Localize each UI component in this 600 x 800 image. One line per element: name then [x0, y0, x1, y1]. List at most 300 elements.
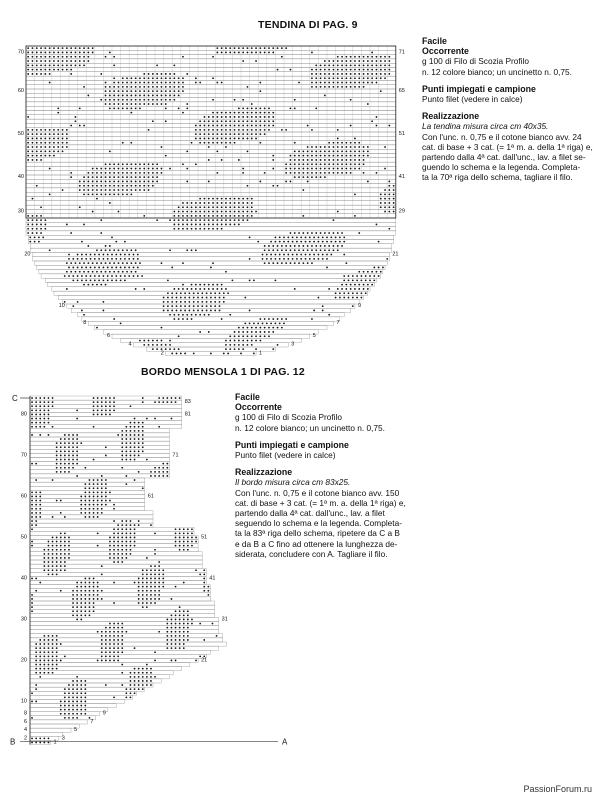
stitch-dot [234, 47, 236, 49]
stitch-dot [100, 271, 102, 273]
stitch-dot [330, 254, 332, 256]
stitch-dot [247, 138, 249, 140]
stitch-dot [199, 284, 201, 286]
stitch-dot [187, 635, 189, 637]
stitch-dot [251, 344, 253, 346]
instruction-line: cat. di base + 3 cat. (= 1ª m. a. della 1ª riga) e, [235, 497, 406, 508]
stitch-dot [98, 279, 100, 281]
stitch-dot [313, 310, 315, 312]
stitch-dot [247, 129, 249, 131]
stitch-dot [311, 129, 313, 131]
stitch-dot [100, 168, 102, 170]
stitch-dot [27, 142, 29, 144]
stitch-dot [206, 297, 208, 299]
stitch-dot [83, 125, 85, 127]
stitch-dot [152, 73, 154, 75]
row-label-right: 81 [184, 411, 191, 418]
stitch-dot [36, 69, 38, 71]
stitch-dot [305, 241, 307, 243]
stitch-dot [80, 500, 82, 502]
stitch-dot [105, 651, 107, 653]
stitch-dot [376, 60, 378, 62]
stitch-dot [320, 64, 322, 66]
stitch-dot [311, 150, 313, 152]
stitch-dot [320, 86, 322, 88]
stitch-dot [156, 181, 158, 183]
stitch-dot [27, 47, 29, 49]
stitch-dot [143, 95, 145, 97]
row-label-left: 60 [17, 88, 24, 94]
stitch-dot [148, 73, 150, 75]
stitch-dot [49, 142, 51, 144]
stitch-dot [62, 47, 64, 49]
stitch-dot [216, 129, 218, 131]
stitch-dot [341, 82, 343, 84]
stitch-dot [296, 241, 298, 243]
stitch-dot [234, 206, 236, 208]
stitch-dot [171, 301, 173, 303]
stitch-dot [48, 397, 50, 399]
stitch-dot [139, 189, 141, 191]
stitch-dot [143, 99, 145, 101]
stitch-dot [197, 305, 199, 307]
stitch-dot [142, 426, 144, 428]
grid-row [26, 184, 396, 188]
stitch-dot [333, 64, 335, 66]
stitch-dot [143, 181, 145, 183]
stitch-dot [298, 155, 300, 157]
stitch-dot [158, 467, 160, 469]
stitch-dot [156, 103, 158, 105]
stitch-dot [92, 181, 94, 183]
stitch-dot [371, 271, 373, 273]
stitch-dot [68, 717, 70, 719]
stitch-dot [216, 116, 218, 118]
stitch-dot [324, 95, 326, 97]
stitch-dot [247, 215, 249, 217]
stitch-dot [139, 168, 141, 170]
stitch-dot [94, 275, 96, 277]
stitch-dot [384, 193, 386, 195]
stitch-dot [337, 150, 339, 152]
stitch-dot [49, 249, 51, 251]
stitch-dot [138, 520, 140, 522]
stitch-dot [134, 684, 136, 686]
stitch-dot [109, 414, 111, 416]
stitch-dot [204, 215, 206, 217]
stitch-dot [225, 120, 227, 122]
stitch-dot [386, 258, 388, 260]
stitch-dot [259, 52, 261, 54]
stitch-dot [182, 86, 184, 88]
stitch-dot [361, 275, 363, 277]
stitch-dot [31, 541, 33, 543]
stitch-dot [105, 168, 107, 170]
stitch-dot [134, 459, 136, 461]
grid-row [30, 531, 194, 535]
stitch-dot [31, 610, 33, 612]
stitch-dot [109, 176, 111, 178]
stitch-dot [376, 77, 378, 79]
stitch-dot [76, 709, 78, 711]
stitch-dot [203, 578, 205, 580]
stitch-dot [152, 82, 154, 84]
stitch-dot [186, 168, 188, 170]
stitch-dot [60, 471, 62, 473]
stitch-dot [212, 202, 214, 204]
stitch-dot [142, 430, 144, 432]
stitch-dot [166, 401, 168, 403]
stitch-dot [81, 254, 83, 256]
stitch-dot [118, 86, 120, 88]
stitch-dot [388, 73, 390, 75]
stitch-dot [354, 82, 356, 84]
stitch-dot [156, 176, 158, 178]
stitch-dot [216, 202, 218, 204]
stitch-dot [216, 120, 218, 122]
stitch-dot [343, 236, 345, 238]
stitch-dot [328, 82, 330, 84]
stitch-dot [189, 305, 191, 307]
stitch-dot [249, 279, 251, 281]
stitch-dot [148, 172, 150, 174]
stitch-dot [229, 202, 231, 204]
marker-c: C [12, 394, 18, 403]
stitch-dot [388, 211, 390, 213]
stitch-dot [341, 150, 343, 152]
stitch-dot [105, 185, 107, 187]
stitch-dot [238, 327, 240, 329]
stitch-dot [139, 185, 141, 187]
grid-row [26, 192, 396, 196]
stitch-dot [66, 129, 68, 131]
stitch-dot [173, 64, 175, 66]
stitch-dot [64, 275, 66, 277]
stitch-dot [118, 185, 120, 187]
stitch-dot [85, 279, 87, 281]
stitch-dot [118, 163, 120, 165]
stitch-dot [39, 742, 41, 744]
stitch-dot [101, 651, 103, 653]
stitch-dot [212, 206, 214, 208]
stitch-dot [212, 262, 214, 264]
stitch-dot [62, 142, 64, 144]
stitch-dot [48, 668, 50, 670]
stitch-dot [154, 532, 156, 534]
stitch-dot [161, 146, 163, 148]
stitch-dot [309, 254, 311, 256]
grid-row [30, 503, 145, 507]
stitch-dot [27, 215, 29, 217]
stitch-dot [120, 322, 122, 324]
stitch-dot [83, 224, 85, 226]
stitch-dot [311, 168, 313, 170]
stitch-dot [80, 582, 82, 584]
stitch-dot [388, 56, 390, 58]
stitch-dot [96, 189, 98, 191]
stitch-dot [84, 696, 86, 698]
stitch-dot [354, 163, 356, 165]
stitch-dot [93, 483, 95, 485]
stitch-dot [72, 701, 74, 703]
stitch-dot [130, 99, 132, 101]
stitch-dot [70, 52, 72, 54]
stitch-dot [294, 288, 296, 290]
stitch-dot [148, 185, 150, 187]
stitch-dot [183, 647, 185, 649]
stitch-dot [72, 696, 74, 698]
stitch-dot [161, 103, 163, 105]
stitch-dot [373, 279, 375, 281]
stitch-dot [307, 125, 309, 127]
stitch-dot [179, 619, 181, 621]
stitch-dot [49, 129, 51, 131]
stitch-dot [125, 631, 127, 633]
stitch-dot [154, 660, 156, 662]
stitch-dot [324, 86, 326, 88]
stitch-dot [247, 86, 249, 88]
stitch-dot [302, 215, 304, 217]
stitch-dot [195, 125, 197, 127]
stitch-dot [189, 301, 191, 303]
stitch-dot [352, 297, 354, 299]
stitch-dot [148, 163, 150, 165]
stitch-dot [83, 181, 85, 183]
stitch-dot [105, 647, 107, 649]
stitch-dot [121, 553, 123, 555]
stitch-dot [315, 155, 317, 157]
stitch-dot [199, 133, 201, 135]
stitch-dot [36, 219, 38, 221]
stitch-dot [80, 598, 82, 600]
stitch-dot [195, 163, 197, 165]
stitch-dot [178, 335, 180, 337]
stitch-dot [208, 314, 210, 316]
stitch-dot [120, 275, 122, 277]
stitch-dot [156, 219, 158, 221]
stitch-dot [36, 47, 38, 49]
stitch-dot [39, 504, 41, 506]
stitch-dot [122, 189, 124, 191]
stitch-dot [259, 82, 261, 84]
stitch-dot [113, 185, 115, 187]
stitch-dot [156, 73, 158, 75]
stitch-dot [259, 340, 261, 342]
stitch-dot [268, 245, 270, 247]
stitch-dot [68, 258, 70, 260]
stitch-dot [318, 254, 320, 256]
stitch-dot [371, 284, 373, 286]
stitch-dot [113, 627, 115, 629]
stitch-dot [135, 103, 137, 105]
stitch-dot [105, 500, 107, 502]
stitch-dot [84, 516, 86, 518]
stitch-dot [32, 155, 34, 157]
stitch-dot [31, 508, 33, 510]
stitch-dot [76, 450, 78, 452]
stitch-dot [161, 172, 163, 174]
stitch-dot [187, 528, 189, 530]
stitch-dot [118, 90, 120, 92]
stitch-dot [166, 397, 168, 399]
stitch-dot [302, 176, 304, 178]
stitch-dot [93, 409, 95, 411]
stitch-dot [358, 284, 360, 286]
stitch-dot [229, 120, 231, 122]
stitch-dot [48, 664, 50, 666]
stitch-dot [93, 426, 95, 428]
stitch-dot [31, 500, 33, 502]
stitch-dot [109, 168, 111, 170]
row-label-right: 65 [398, 88, 405, 94]
stitch-dot [121, 664, 123, 666]
stitch-dot [143, 189, 145, 191]
stitch-dot [94, 258, 96, 260]
stitch-dot [109, 643, 111, 645]
stitch-dot [101, 565, 103, 567]
stitch-dot [187, 549, 189, 551]
stitch-dot [126, 86, 128, 88]
stitch-dot [148, 95, 150, 97]
stitch-dot [363, 172, 365, 174]
stitch-dot [143, 77, 145, 79]
stitch-dot [354, 155, 356, 157]
grid-row [26, 123, 396, 127]
stitch-dot [350, 82, 352, 84]
stitch-dot [345, 150, 347, 152]
stitch-dot [49, 193, 51, 195]
stitch-dot [57, 133, 59, 135]
stitch-dot [272, 327, 274, 329]
stitch-dot [384, 69, 386, 71]
stitch-dot [135, 90, 137, 92]
stitch-dot [125, 446, 127, 448]
stitch-dot [72, 610, 74, 612]
stitch-dot [128, 258, 130, 260]
stitch-dot [199, 206, 201, 208]
stitch-dot [272, 52, 274, 54]
stitch-dot [122, 172, 124, 174]
stitch-dot [148, 99, 150, 101]
stitch-dot [105, 487, 107, 489]
stitch-dot [66, 271, 68, 273]
stitch-dot [162, 475, 164, 477]
grid-row [30, 728, 71, 732]
stitch-dot [199, 224, 201, 226]
stitch-dot [367, 155, 369, 157]
stitch-dot [109, 181, 111, 183]
stitch-dot [49, 138, 51, 140]
stitch-dot [44, 129, 46, 131]
stitch-dot [109, 397, 111, 399]
stitch-dot [76, 409, 78, 411]
stitch-dot [105, 163, 107, 165]
stitch-dot [113, 549, 115, 551]
row-label-left: 4 [128, 341, 132, 348]
row-label-right: 21 [201, 657, 208, 664]
row-label-right: 3 [61, 735, 65, 742]
stitch-dot [296, 236, 298, 238]
stitch-dot [165, 107, 167, 109]
stitch-dot [130, 271, 132, 273]
stitch-dot [320, 245, 322, 247]
stitch-dot [134, 541, 136, 543]
stitch-dot [97, 496, 99, 498]
stitch-dot [216, 133, 218, 135]
stitch-dot [171, 598, 173, 600]
stitch-dot [72, 705, 74, 707]
stitch-dot [223, 297, 225, 299]
stitch-dot [43, 549, 45, 551]
stitch-dot [356, 279, 358, 281]
stitch-dot [135, 189, 137, 191]
grid-row [30, 462, 169, 466]
stitch-dot [64, 561, 66, 563]
stitch-dot [229, 116, 231, 118]
stitch-dot [31, 692, 33, 694]
stitch-dot [337, 288, 339, 290]
stitch-dot [31, 434, 33, 436]
stitch-dot [92, 271, 94, 273]
stitch-dot [307, 168, 309, 170]
stitch-dot [193, 301, 195, 303]
stitch-dot [376, 82, 378, 84]
stitch-dot [179, 545, 181, 547]
stitch-dot [251, 112, 253, 114]
stitch-dot [186, 314, 188, 316]
stitch-dot [341, 60, 343, 62]
stitch-dot [210, 310, 212, 312]
stitch-dot [125, 545, 127, 547]
stitch-dot [171, 401, 173, 403]
stitch-dot [166, 643, 168, 645]
stitch-dot [255, 120, 257, 122]
stitch-dot [35, 684, 37, 686]
stitch-dot [70, 271, 72, 273]
stitch-dot [113, 107, 115, 109]
stitch-dot [182, 224, 184, 226]
row-label-left: 4 [23, 727, 27, 734]
stitch-dot [195, 249, 197, 251]
row-label-left: 8 [83, 320, 87, 327]
stitch-dot [311, 73, 313, 75]
stitch-dot [247, 206, 249, 208]
stitch-dot [84, 491, 86, 493]
grid-row [26, 115, 396, 119]
stitch-dot [345, 60, 347, 62]
stitch-dot [40, 138, 42, 140]
stitch-dot [53, 133, 55, 135]
stitch-dot [275, 279, 277, 281]
stitch-dot [66, 262, 68, 264]
stitch-dot [143, 176, 145, 178]
stitch-dot [216, 47, 218, 49]
row-label-right: 71 [398, 49, 405, 56]
stitch-dot [247, 198, 249, 200]
stitch-dot [272, 155, 274, 157]
stitch-dot [348, 275, 350, 277]
stitch-dot [117, 631, 119, 633]
stitch-dot [130, 532, 132, 534]
stitch-dot [66, 133, 68, 135]
stitch-dot [135, 82, 137, 84]
stitch-dot [345, 56, 347, 58]
stitch-dot [341, 77, 343, 79]
stitch-dot [60, 442, 62, 444]
stitch-dot [350, 288, 352, 290]
stitch-dot [187, 627, 189, 629]
row-label-left: 20 [20, 657, 27, 664]
